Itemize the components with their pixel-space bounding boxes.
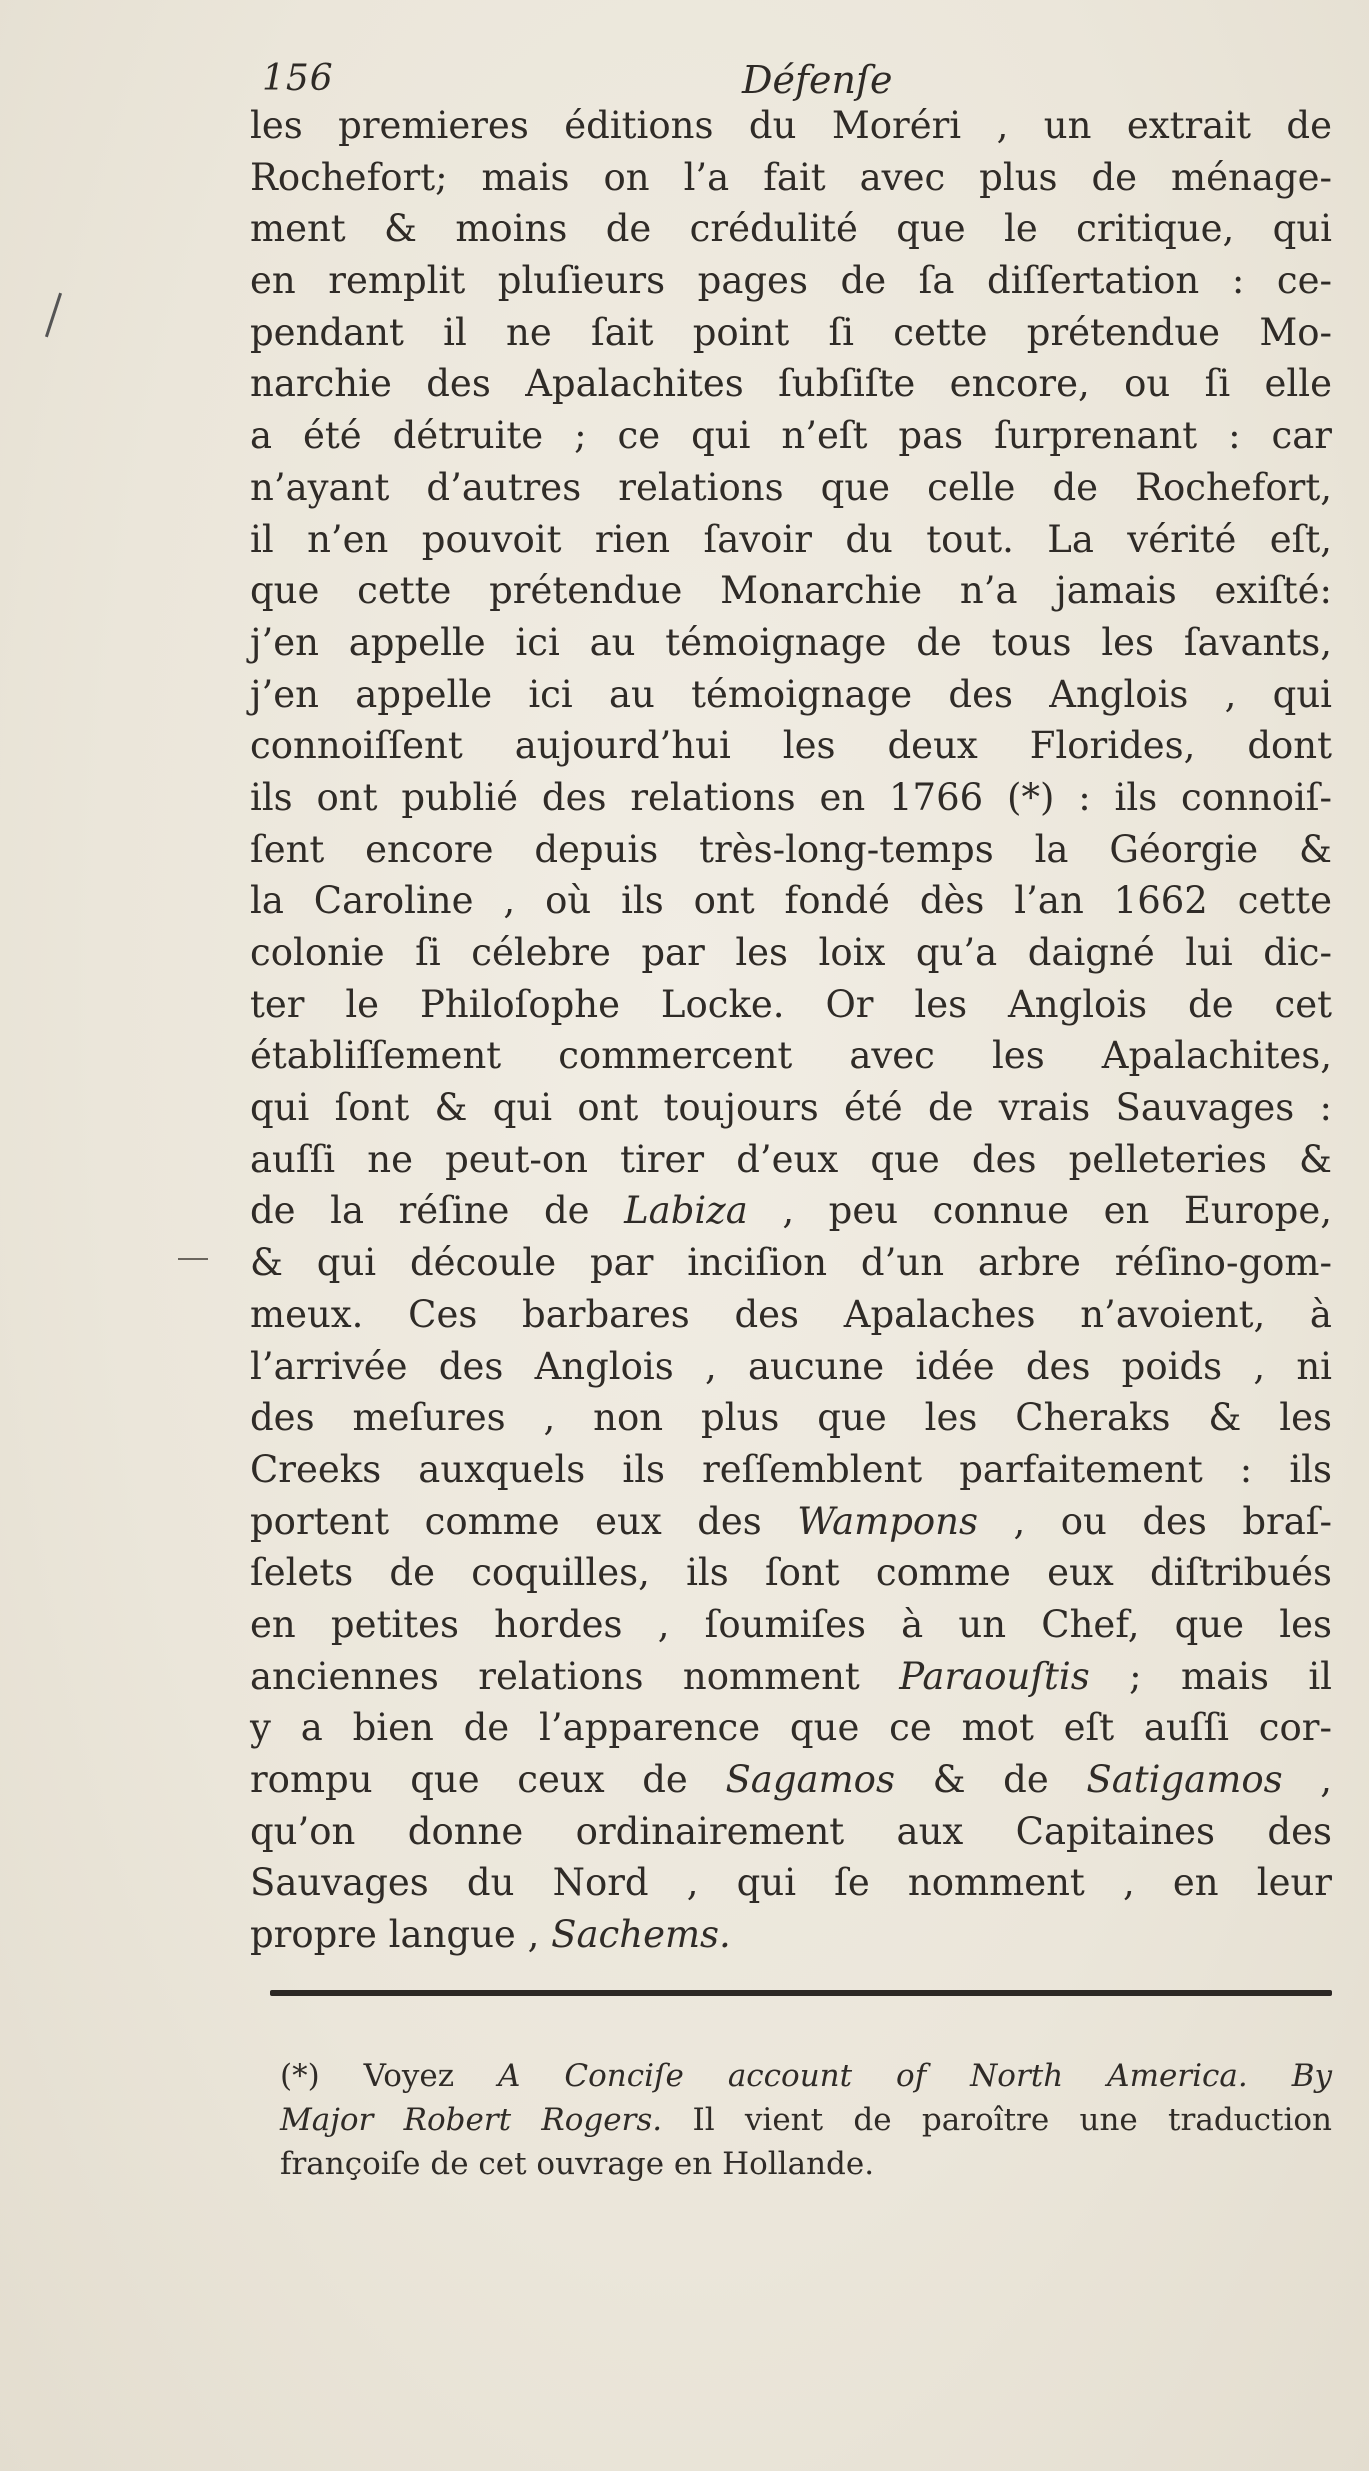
text-line [250, 1185, 1332, 1237]
text-line [250, 255, 1332, 307]
text-line [250, 1702, 1332, 1754]
text-line [250, 1547, 1332, 1599]
text-segment: Il vient de paroître une traduction [662, 2102, 1332, 2138]
footnote-line [280, 2142, 1332, 2186]
text-segment: propre langue , [250, 1913, 552, 1957]
italic-text: Wampons [797, 1499, 979, 1543]
text-segment: ter le Philoſophe Locke. Or les Anglois de cet [250, 982, 1332, 1026]
text-segment: de la réſine de [250, 1189, 625, 1233]
text-line [250, 1909, 1332, 1961]
text-line [250, 1496, 1332, 1548]
italic-text: Paraouſtis [899, 1654, 1090, 1698]
text-segment: que cette prétendue Monarchie n’a jamais exiſté: [250, 569, 1332, 613]
text-segment: y a bien de l’apparence que ce mot eſt auſſi cor- [250, 1706, 1332, 1750]
footnote-line [280, 2054, 1332, 2098]
text-line [250, 1082, 1332, 1134]
text-line [250, 1341, 1332, 1393]
text-line [250, 772, 1332, 824]
text-segment: narchie des Apalachites ſubſiſte encore, ou ſi elle [250, 362, 1332, 406]
italic-text: Satigamos [1086, 1758, 1283, 1801]
text-segment: en petites hordes , ſoumiſes à un Chef, que les [250, 1602, 1332, 1646]
text-segment: Sauvages du Nord , qui ſe nomment , en leur [250, 1861, 1332, 1905]
text-segment: j’en appelle ici au témoignage de tous les ſavants, [250, 620, 1332, 664]
text-line [250, 720, 1332, 772]
text-line [250, 1754, 1332, 1806]
text-line [250, 824, 1332, 876]
text-line [250, 1806, 1332, 1858]
text-segment: des meſures , non plus que les Cheraks & les [250, 1396, 1332, 1440]
text-segment: , peu connue en Europe, [747, 1189, 1332, 1233]
margin-dash-mark [178, 1258, 208, 1260]
text-line [250, 1857, 1332, 1909]
text-line [250, 1651, 1332, 1703]
text-segment: qui ſont & qui ont toujours été de vrais Sauvages : [250, 1086, 1332, 1130]
text-segment: la Caroline , où ils ont fondé dès l’an 1662 cette [250, 879, 1332, 923]
text-segment: ment & moins de crédulité que le critique, qui [250, 207, 1332, 251]
text-line [250, 462, 1332, 514]
text-line [250, 1444, 1332, 1496]
text-segment: meux. Ces barbares des Apalaches n’avoient, à [250, 1292, 1332, 1336]
text-segment: a été détruite ; ce qui n’eſt pas ſurprenant : car [250, 414, 1332, 458]
italic-text: Sachems. [551, 1913, 731, 1957]
footnote-rule [270, 1990, 1332, 1996]
italic-text: Sagamos [725, 1758, 895, 1801]
page-number: 156 [262, 58, 334, 99]
text-segment: ſent encore depuis très-long-temps la Géorgie & [250, 827, 1332, 871]
text-line [250, 927, 1332, 979]
text-line [250, 875, 1332, 927]
text-segment: l’arrivée des Anglois , aucune idée des poids , ni [250, 1344, 1332, 1388]
text-segment: Rochefort; mais on l’a fait avec plus de ménage- [250, 155, 1332, 199]
text-segment: ſelets de coquilles, ils ſont comme eux diſtribués [250, 1551, 1332, 1595]
text-line [250, 1134, 1332, 1186]
text-line [250, 617, 1332, 669]
text-segment: il n’en pouvoit rien ſavoir du tout. La vérité eſt, [250, 517, 1332, 561]
text-line [250, 565, 1332, 617]
text-segment: françoiſe de cet ouvrage en Hollande. [280, 2146, 875, 2182]
text-segment: ; mais il [1089, 1654, 1332, 1698]
text-segment: & de [894, 1758, 1087, 1801]
text-segment: & qui découle par inciſion d’un arbre réſino-gom- [250, 1241, 1332, 1285]
text-line [250, 1599, 1332, 1651]
footnote-line [280, 2098, 1332, 2142]
text-line [250, 1289, 1332, 1341]
text-line [250, 307, 1332, 359]
text-segment: Creeks auxquels ils reſſemblent parfaitement : ils [250, 1447, 1332, 1491]
text-segment: pendant il ne ſait point ſi cette prétendue Mo- [250, 310, 1332, 354]
text-line [250, 358, 1332, 410]
text-line [250, 669, 1332, 721]
text-segment: connoiſſent aujourd’hui les deux Florides, dont [250, 724, 1332, 768]
running-head: Défenſe [742, 58, 893, 102]
text-segment: qu’on donne ordinairement aux Capitaines des [250, 1809, 1332, 1853]
text-segment: les premieres éditions du Moréri , un extrait de [250, 104, 1332, 147]
text-segment: colonie ſi célebre par les loix qu’a daigné lui dic- [250, 931, 1332, 974]
text-segment: auſſi ne peut-on tirer d’eux que des pelleteries & [250, 1137, 1332, 1181]
text-segment: (*) Voyez [280, 2058, 499, 2094]
text-segment: j’en appelle ici au témoignage des Anglois , qui [250, 672, 1332, 716]
italic-text: Labiza [624, 1189, 748, 1233]
text-line [250, 1392, 1332, 1444]
text-segment: , ou des braſ- [978, 1499, 1332, 1543]
footnote [280, 2054, 1332, 2186]
text-line [250, 1030, 1332, 1082]
text-line [250, 152, 1332, 204]
text-segment: ils ont publié des relations en 1766 (*) : ils connoiſ- [250, 775, 1332, 819]
italic-text: A Conciſe account of North America. By [498, 2058, 1333, 2094]
text-line [250, 203, 1332, 255]
text-segment: n’ayant d’autres relations que celle de Rochefort, [250, 465, 1332, 509]
text-segment: rompu que ceux de [250, 1758, 726, 1801]
text-segment: établiſſement commercent avec les Apalachites, [250, 1034, 1332, 1078]
text-segment: , [1282, 1758, 1332, 1801]
margin-pencil-mark [45, 293, 62, 338]
text-line [250, 410, 1332, 462]
italic-text: Major Robert Rogers. [280, 2102, 663, 2138]
text-line [250, 514, 1332, 566]
text-segment: portent comme eux des [250, 1499, 798, 1543]
text-line [250, 1237, 1332, 1289]
text-segment: en remplit pluſieurs pages de ſa diſſertation : ce- [250, 259, 1332, 303]
text-line [250, 100, 1332, 152]
text-line [250, 979, 1332, 1031]
body-text [250, 100, 1332, 1961]
text-segment: anciennes relations nomment [250, 1654, 900, 1698]
